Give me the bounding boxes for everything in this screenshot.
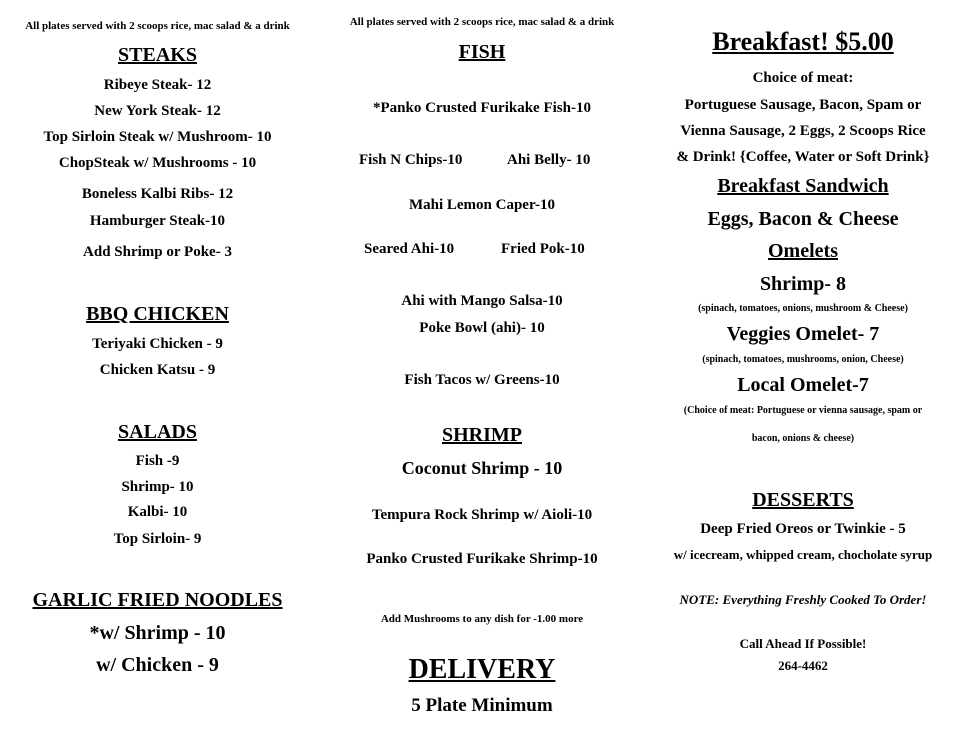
menu-item: Kalbi- 10 bbox=[127, 504, 188, 520]
menu-item: w/ Chicken - 9 bbox=[96, 654, 219, 676]
plates-note: All plates served with 2 scoops rice, mac salad & a drink bbox=[25, 20, 290, 32]
menu-item: Fried Pok-10 bbox=[501, 241, 585, 257]
call-ahead-note: Call Ahead If Possible! bbox=[739, 636, 867, 651]
menu-item: Eggs, Bacon & Cheese bbox=[707, 208, 899, 230]
menu-item: Seared Ahi-10 bbox=[364, 241, 455, 257]
menu-item: Tempura Rock Shrimp w/ Aioli-10 bbox=[371, 507, 593, 523]
steaks-heading: STEAKS bbox=[118, 44, 197, 66]
menu-item-desc: w/ icecream, whipped cream, chocholate syrup bbox=[673, 547, 933, 562]
mushroom-note: Add Mushrooms to any dish for -1.00 more bbox=[380, 613, 584, 625]
plates-note: All plates served with 2 scoops rice, mac salad & a drink bbox=[349, 16, 615, 28]
menu-item: Fish Tacos w/ Greens-10 bbox=[404, 372, 560, 388]
breakfast-line: Vienna Sausage, 2 Eggs, 2 Scoops Rice bbox=[680, 123, 926, 139]
menu-item-desc: (spinach, tomatoes, mushrooms, onion, Cheese) bbox=[702, 354, 904, 365]
menu-item: Top Sirloin- 9 bbox=[113, 531, 202, 547]
menu-item-desc: bacon, onions & cheese) bbox=[751, 433, 855, 444]
shrimp-heading: SHRIMP bbox=[442, 424, 522, 446]
menu-item: Chicken Katsu - 9 bbox=[99, 362, 216, 378]
menu-item: Local Omelet-7 bbox=[737, 374, 869, 396]
menu-item: Panko Crusted Furikake Shrimp-10 bbox=[366, 551, 598, 567]
menu-column-2 bbox=[323, 0, 641, 737]
breakfast-line: Choice of meat: bbox=[752, 70, 854, 86]
phone-number: 264-4462 bbox=[778, 658, 828, 673]
breakfast-heading: Breakfast! $5.00 bbox=[712, 27, 894, 56]
menu-item: Coconut Shrimp - 10 bbox=[401, 458, 563, 478]
desserts-heading: DESSERTS bbox=[752, 489, 854, 511]
menu-item: Shrimp- 8 bbox=[759, 273, 847, 295]
menu-item: Hamburger Steak-10 bbox=[89, 213, 226, 229]
omelets-heading: Omelets bbox=[768, 240, 838, 262]
garlic-noodles-heading: GARLIC FRIED NOODLES bbox=[32, 589, 283, 611]
menu-item: Shrimp- 10 bbox=[121, 479, 194, 495]
bbq-chicken-heading: BBQ CHICKEN bbox=[86, 303, 229, 325]
menu-item: Fish N Chips-10 bbox=[359, 152, 463, 168]
menu-item: Deep Fried Oreos or Twinkie - 5 bbox=[700, 521, 906, 537]
fish-heading: FISH bbox=[458, 41, 506, 63]
menu-item: Add Shrimp or Poke- 3 bbox=[83, 244, 232, 260]
menu-item: Ahi with Mango Salsa-10 bbox=[401, 293, 563, 309]
menu-item: ChopSteak w/ Mushrooms - 10 bbox=[58, 155, 257, 171]
menu-column-1 bbox=[0, 0, 315, 737]
menu-item: Fish -9 bbox=[135, 453, 180, 469]
menu-item-desc: (Choice of meat: Portuguese or vienna sausage, spam or bbox=[683, 405, 923, 416]
menu-column-3 bbox=[650, 0, 956, 737]
menu-item: Boneless Kalbi Ribs- 12 bbox=[81, 186, 234, 202]
delivery-minimum: 5 Plate Minimum bbox=[411, 695, 553, 716]
menu-item: Poke Bowl (ahi)- 10 bbox=[419, 320, 545, 336]
breakfast-line: & Drink! {Coffee, Water or Soft Drink} bbox=[676, 149, 930, 165]
menu-item: Top Sirloin Steak w/ Mushroom- 10 bbox=[43, 129, 272, 145]
menu-item: Ribeye Steak- 12 bbox=[103, 77, 212, 93]
menu-item: Ahi Belly- 10 bbox=[507, 152, 591, 168]
menu-item: New York Steak- 12 bbox=[94, 103, 221, 119]
menu-item: Veggies Omelet- 7 bbox=[726, 323, 880, 345]
menu-item: Mahi Lemon Caper-10 bbox=[408, 197, 556, 213]
breakfast-sandwich-heading: Breakfast Sandwich bbox=[717, 175, 889, 197]
menu-item: Teriyaki Chicken - 9 bbox=[92, 336, 223, 352]
menu-item: *w/ Shrimp - 10 bbox=[89, 622, 226, 644]
salads-heading: SALADS bbox=[118, 421, 197, 443]
breakfast-line: Portuguese Sausage, Bacon, Spam or bbox=[684, 97, 922, 113]
fresh-note: NOTE: Everything Freshly Cooked To Order! bbox=[679, 592, 927, 607]
delivery-heading: DELIVERY bbox=[408, 654, 556, 685]
menu-item-desc: (spinach, tomatoes, onions, mushroom & Cheese) bbox=[698, 303, 908, 314]
menu-item: *Panko Crusted Furikake Fish-10 bbox=[373, 100, 591, 116]
